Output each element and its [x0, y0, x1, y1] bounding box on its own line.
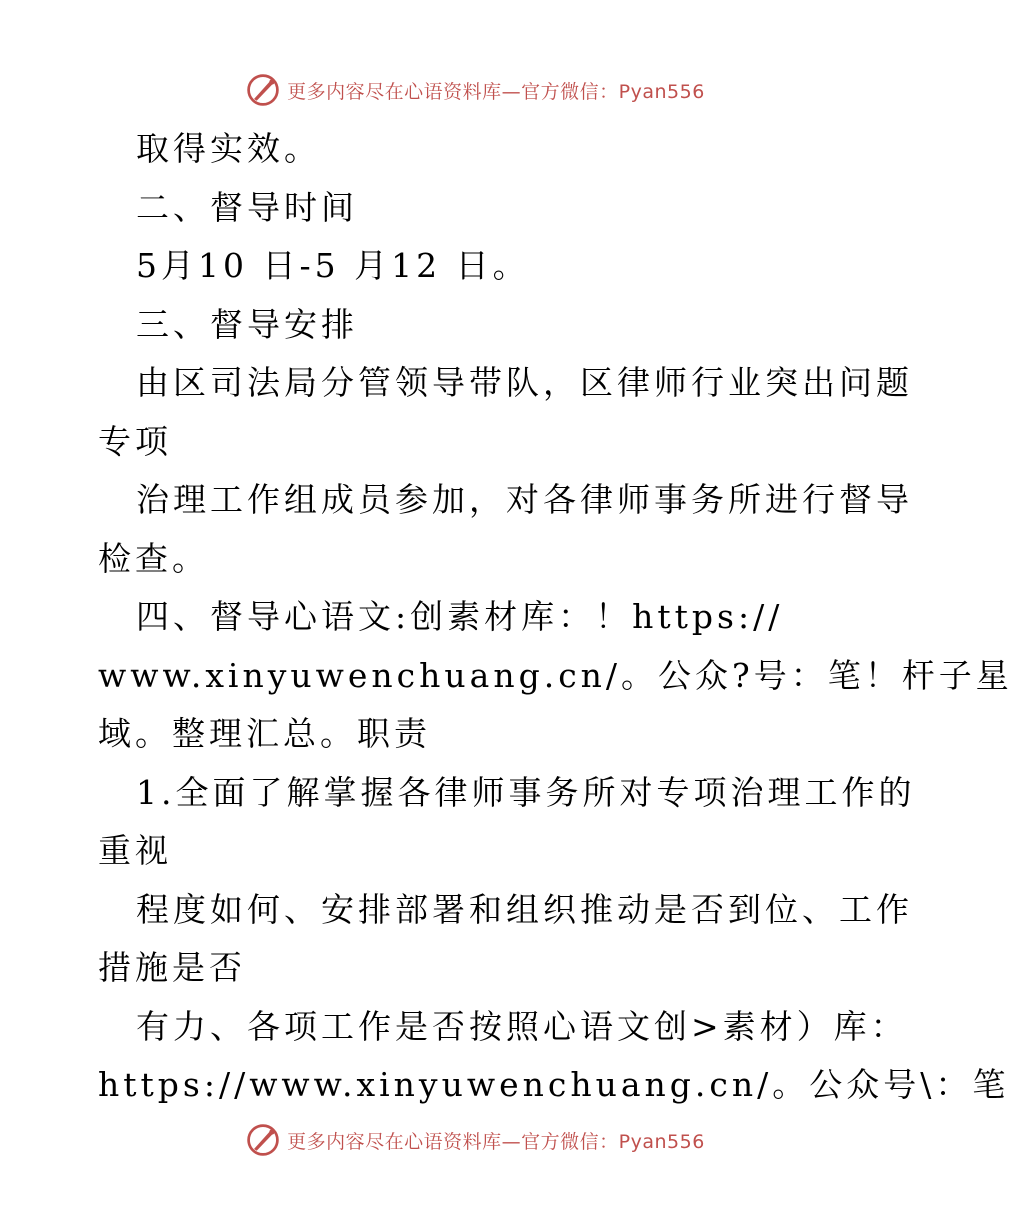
text-line: 专项: [98, 421, 172, 461]
text-line: https://www.xinyuwenchuang.cn/。公众号\：笔: [98, 1065, 1010, 1104]
watermark-text: 更多内容尽在心语资料库—官方微信：Pyan556: [287, 1130, 705, 1153]
text-line: 措施是否: [98, 948, 246, 987]
text-line: 检查。: [98, 538, 209, 578]
text-line: 三、督导安排: [136, 304, 358, 344]
footer-watermark: [0, 1120, 950, 1160]
document-body: [98, 120, 1013, 1115]
text-line: 重视: [98, 831, 172, 870]
text-line: 四、督导心语文:创素材库：！https://: [136, 597, 784, 636]
text-line: 由区司法局分管领导带队，区律师行业突出问题: [136, 363, 913, 402]
text-line: 二、督导时间: [136, 187, 358, 227]
text-line: 5月10 日-5 月12 日。: [136, 246, 530, 285]
text-line: 1.全面了解掌握各律师事务所对专项治理工作的: [136, 772, 916, 812]
header-watermark: [0, 70, 950, 110]
text-line: www.xinyuwenchuang.cn/。公众?号：笔！杆子星: [98, 655, 1013, 695]
quill-logo-icon: [245, 72, 281, 108]
text-line: 治理工作组成员参加，对各律师事务所进行督导: [136, 480, 913, 519]
quill-logo-icon: [245, 1122, 281, 1158]
watermark-text: 更多内容尽在心语资料库—官方微信：Pyan556: [287, 80, 705, 103]
text-line: 域。整理汇总。职责: [98, 714, 431, 753]
text-line: 取得实效。: [136, 129, 321, 168]
text-line: 有力、各项工作是否按照心语文创>素材）库：: [136, 1006, 908, 1046]
text-line: 程度如何、安排部署和组织推动是否到位、工作: [136, 889, 913, 929]
